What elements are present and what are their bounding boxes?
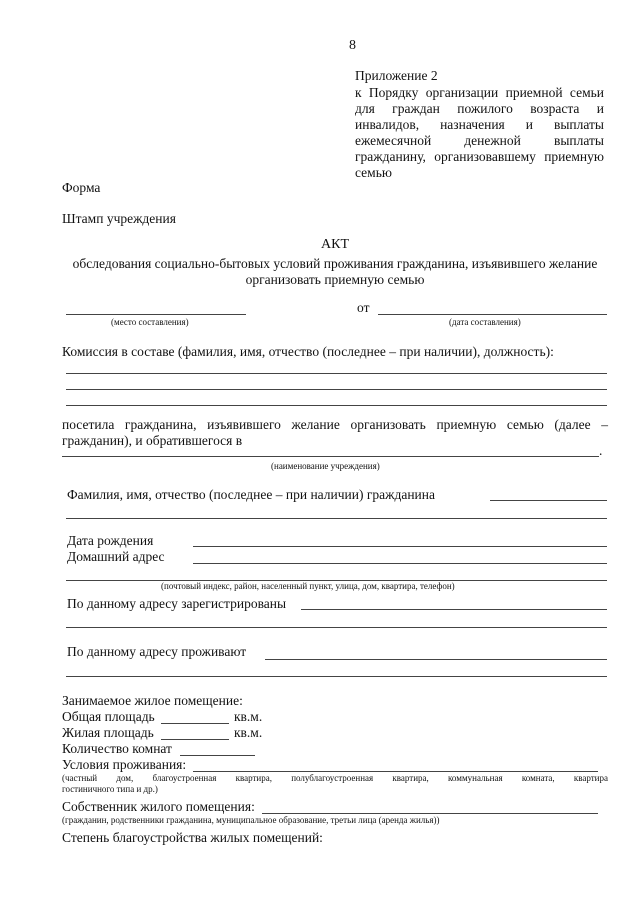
appendix-line-6: семью (355, 165, 392, 180)
commission-line-3[interactable] (66, 391, 607, 406)
living-field-2[interactable] (66, 662, 607, 677)
conditions-caption-line-2: гостиничного типа и др.) (62, 784, 158, 794)
citizen-name-field-2[interactable] (66, 504, 607, 519)
appendix-title: Приложение 2 (355, 68, 438, 83)
act-title: АКТ (321, 237, 349, 252)
date-field[interactable] (378, 300, 607, 315)
home-address-label: Домашний адрес (67, 549, 165, 564)
date-caption: (дата составления) (449, 317, 521, 327)
living-area-label: Жилая площадь (62, 725, 154, 740)
visited-line-1: посетила гражданина, изъявившего желание организовать приемную семью (далее – (62, 417, 608, 432)
form-label: Форма (62, 180, 101, 195)
institution-field[interactable] (62, 442, 599, 457)
conditions-field[interactable] (193, 757, 598, 772)
appendix-line-4: ежемесячной денежной выплаты (355, 133, 604, 148)
registered-field[interactable] (301, 595, 607, 610)
birth-date-field[interactable] (193, 532, 607, 547)
conditions-label: Условия проживания: (62, 757, 187, 772)
living-area-field[interactable] (161, 725, 229, 740)
registered-field-2[interactable] (66, 613, 607, 628)
appendix-line-2: для граждан пожилого возраста и (355, 101, 604, 116)
act-subtitle-line-2: организовать приемную семью (245, 272, 425, 287)
place-caption: (место составления) (111, 317, 189, 327)
page-number: 8 (349, 38, 356, 53)
improvement-label: Степень благоустройства жилых помещений: (62, 830, 323, 845)
owner-field[interactable] (262, 799, 598, 814)
appendix-line-5: гражданину, организовавшему приемную (355, 149, 604, 164)
institution-caption: (наименование учреждения) (271, 461, 380, 471)
address-caption: (почтовый индекс, район, населенный пункт, улица, дом, квартира, телефон) (161, 581, 455, 591)
owner-caption: (гражданин, родственники гражданина, муниципальное образование, третьи лица (аренда жилья)) (62, 815, 440, 825)
living-label: По данному адресу проживают (67, 644, 247, 659)
total-area-field[interactable] (161, 709, 229, 724)
home-address-field[interactable] (193, 549, 607, 564)
total-area-label: Общая площадь (62, 709, 155, 724)
commission-line-1[interactable] (66, 359, 607, 374)
visited-period: . (599, 443, 603, 458)
place-field[interactable] (66, 300, 246, 315)
conditions-caption-line-1: (частный дом, благоустроенная квартира, полублагоустроенная квартира, коммунальная комната, квартира (62, 773, 608, 783)
appendix-line-1: к Порядку организации приемной семьи (355, 85, 604, 100)
citizen-name-field[interactable] (490, 486, 607, 501)
owner-label: Собственник жилого помещения: (62, 799, 255, 814)
from-word: от (357, 300, 370, 315)
living-field[interactable] (265, 645, 607, 660)
living-area-unit: кв.м. (234, 725, 263, 740)
appendix-line-3: инвалидов, назначения и выплаты (355, 117, 604, 132)
rooms-label: Количество комнат (62, 741, 172, 756)
birth-date-label: Дата рождения (67, 533, 154, 548)
visited-line-2: гражданин), и обратившегося в (62, 433, 243, 448)
rooms-field[interactable] (180, 741, 255, 756)
home-address-field-2[interactable] (66, 566, 607, 581)
citizen-name-label: Фамилия, имя, отчество (последнее – при наличии) гражданина (67, 487, 436, 502)
occupied-label: Занимаемое жилое помещение: (62, 693, 243, 708)
act-subtitle-line-1: обследования социально-бытовых условий проживания гражданина, изъявившего желание (72, 256, 598, 271)
commission-line-2[interactable] (66, 375, 607, 390)
registered-label: По данному адресу зарегистрированы (67, 596, 287, 611)
commission-label: Комиссия в составе (фамилия, имя, отчество (последнее – при наличии), должность): (62, 344, 554, 359)
stamp-label: Штамп учреждения (62, 211, 176, 226)
total-area-unit: кв.м. (234, 709, 263, 724)
